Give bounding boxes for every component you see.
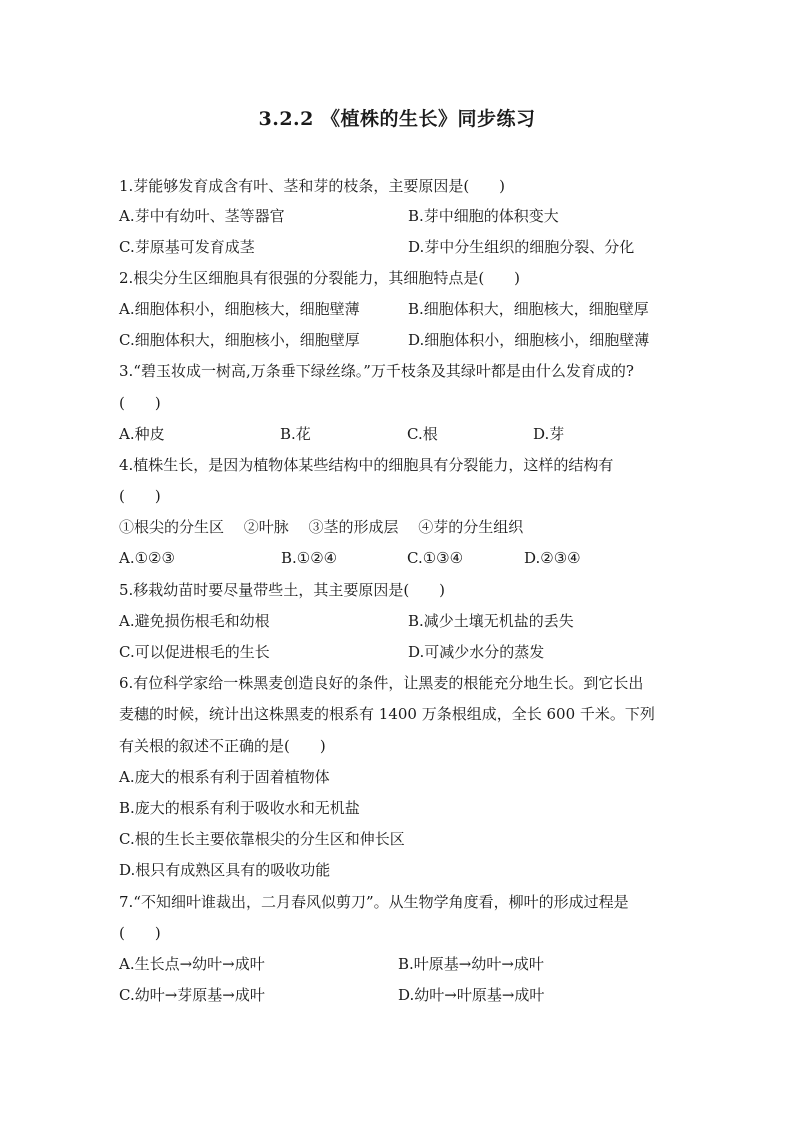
question-1-option-d: D.芽中分生组织的细胞分裂、分化 [408, 238, 635, 256]
question-1-option-a: A.芽中有幼叶、茎等器官 [119, 207, 285, 225]
question-1-option-b: B.芽中细胞的体积变大 [408, 207, 559, 225]
question-6-option-d: D.根只有成熟区具有的吸收功能 [119, 861, 331, 879]
question-6-option-c: C.根的生长主要依靠根尖的分生区和伸长区 [119, 830, 405, 848]
question-5-option-b: B.减少土壤无机盐的丢失 [408, 612, 574, 630]
question-5-option-c: C.可以促进根毛的生长 [119, 643, 270, 661]
question-3-stem: 3.“碧玉妆成一树高,万条垂下绿丝绦。”万千枝条及其绿叶都是由什么发育成的? [119, 362, 634, 380]
question-7-option-a: A.生长点→幼叶→成叶 [119, 955, 265, 973]
question-4-statements: ①根尖的分生区 ②叶脉 ③茎的形成层 ④芽的分生组织 [119, 518, 524, 536]
question-3-option-c: C.根 [407, 425, 438, 443]
question-7-option-d: D.幼叶→叶原基→成叶 [398, 986, 545, 1004]
question-4-option-b: B.①②④ [281, 549, 338, 567]
question-7-option-c: C.幼叶→芽原基→成叶 [119, 986, 265, 1004]
question-2-option-a: A.细胞体积小，细胞核大，细胞壁薄 [119, 300, 360, 318]
question-4-stem: 4.植株生长，是因为植物体某些结构中的细胞具有分裂能力，这样的结构有 [119, 456, 614, 474]
question-3-option-d: D.芽 [533, 425, 565, 443]
question-3-option-a: A.种皮 [119, 425, 165, 443]
question-1-option-c: C.芽原基可发育成茎 [119, 238, 255, 256]
question-4-option-d: D.②③④ [524, 549, 581, 567]
question-6-stem-line-3: 有关根的叙述不正确的是( ) [119, 737, 326, 755]
question-5-stem: 5.移栽幼苗时要尽量带些土，其主要原因是( ) [119, 581, 446, 599]
question-7-option-b: B.叶原基→幼叶→成叶 [398, 955, 544, 973]
question-4-option-c: C.①③④ [407, 549, 464, 567]
question-1-stem: 1.芽能够发育成含有叶、茎和芽的枝条，主要原因是( ) [119, 177, 506, 195]
question-2-stem: 2.根尖分生区细胞具有很强的分裂能力，其细胞特点是( ) [119, 269, 521, 287]
question-2-option-c: C.细胞体积大，细胞核小，细胞壁厚 [119, 331, 360, 349]
question-7-stem: 7.“不知细叶谁裁出，二月春风似剪刀”。从生物学角度看，柳叶的形成过程是 [119, 893, 629, 911]
question-2-option-b: B.细胞体积大，细胞核大，细胞壁厚 [408, 300, 649, 318]
question-3-option-b: B.花 [280, 425, 311, 443]
question-6-stem-line-2: 麦穗的时候，统计出这株黑麦的根系有 1400 万条根组成，全长 600 千米。下列 [119, 705, 655, 723]
question-6-stem-line-1: 6.有位科学家给一株黑麦创造良好的条件，让黑麦的根能充分地生长。到它长出 [119, 674, 644, 692]
question-4-option-a: A.①②③ [119, 549, 175, 567]
question-3-answer-blank: ( ) [119, 394, 161, 412]
question-6-option-a: A.庞大的根系有利于固着植物体 [119, 768, 330, 786]
question-2-option-d: D.细胞体积小，细胞核小，细胞壁薄 [408, 331, 650, 349]
question-7-answer-blank: ( ) [119, 924, 161, 942]
question-5-option-a: A.避免损伤根毛和幼根 [119, 612, 270, 630]
question-4-answer-blank: ( ) [119, 487, 161, 505]
question-5-option-d: D.可减少水分的蒸发 [408, 643, 545, 661]
page-title: 3.2.2 《植株的生长》同步练习 [258, 108, 536, 130]
question-6-option-b: B.庞大的根系有利于吸收水和无机盐 [119, 799, 360, 817]
